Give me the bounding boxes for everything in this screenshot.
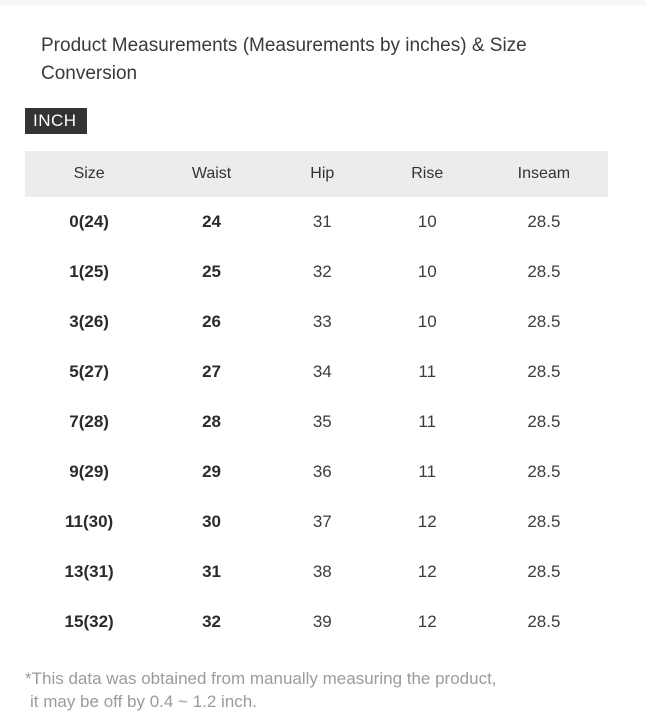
cell-rise: 12: [417, 512, 437, 531]
cell-size: 13(31): [64, 562, 114, 581]
cell-rise: 10: [417, 312, 437, 331]
cell-hip: 39: [312, 612, 332, 631]
cell-rise: 10: [417, 262, 437, 281]
cell-waist: 29: [202, 462, 221, 481]
disclaimer-line-2: it may be off by 0.4 ~ 1.2 inch.: [30, 692, 257, 711]
table-row: [25, 397, 608, 447]
cell-inseam: 28.5: [527, 212, 561, 231]
size-table-body: [25, 197, 608, 647]
cell-size: 15(32): [64, 612, 114, 631]
unit-badge-inch[interactable]: INCH: [25, 108, 87, 134]
cell-hip: 32: [312, 262, 332, 281]
cell-inseam: 28.5: [527, 512, 561, 531]
table-row: [25, 197, 608, 247]
cell-inseam: 28.5: [527, 462, 561, 481]
cell-size: 0(24): [69, 212, 109, 231]
size-table-header-row: [25, 151, 608, 197]
cell-size: 11(30): [65, 512, 114, 531]
cell-hip: 33: [312, 312, 332, 331]
cell-waist: 32: [202, 612, 221, 631]
column-header-rise: Rise: [375, 151, 480, 197]
cell-waist: 25: [202, 262, 221, 281]
cell-size: 9(29): [69, 462, 109, 481]
top-strip: [0, 0, 646, 6]
cell-size: 3(26): [69, 312, 109, 331]
cell-waist: 27: [202, 362, 221, 381]
column-header-inseam: Inseam: [480, 151, 608, 197]
cell-waist: 26: [202, 312, 221, 331]
cell-inseam: 28.5: [527, 562, 561, 581]
cell-hip: 38: [312, 562, 332, 581]
cell-inseam: 28.5: [527, 412, 561, 431]
cell-rise: 11: [418, 362, 437, 381]
cell-inseam: 28.5: [527, 262, 561, 281]
cell-rise: 11: [418, 412, 437, 431]
disclaimer-line-1: *This data was obtained from manually measuring the product,: [25, 669, 497, 688]
column-header-waist: Waist: [153, 151, 270, 197]
cell-rise: 11: [418, 462, 437, 481]
cell-hip: 37: [312, 512, 332, 531]
measurement-disclaimer: [25, 667, 626, 713]
cell-hip: 35: [312, 412, 332, 431]
table-row: [25, 247, 608, 297]
cell-rise: 12: [417, 562, 437, 581]
cell-size: 1(25): [69, 262, 109, 281]
column-header-size: Size: [25, 151, 153, 197]
cell-rise: 12: [417, 612, 437, 631]
cell-waist: 30: [202, 512, 221, 531]
size-conversion-table: [25, 151, 608, 647]
cell-size: 7(28): [69, 412, 109, 431]
page-title: Product Measurements (Measurements by inches) & Size Conversion: [41, 35, 527, 84]
table-row: [25, 297, 608, 347]
column-header-hip: Hip: [270, 151, 375, 197]
cell-size: 5(27): [69, 362, 109, 381]
cell-hip: 31: [312, 212, 332, 231]
cell-rise: 10: [417, 212, 437, 231]
cell-waist: 24: [202, 212, 221, 231]
table-row: [25, 597, 608, 647]
cell-hip: 34: [312, 362, 332, 381]
table-row: [25, 547, 608, 597]
cell-waist: 31: [202, 562, 221, 581]
cell-inseam: 28.5: [527, 612, 561, 631]
cell-waist: 28: [202, 412, 221, 431]
table-row: [25, 447, 608, 497]
cell-hip: 36: [312, 462, 332, 481]
table-row: [25, 497, 608, 547]
cell-inseam: 28.5: [527, 362, 561, 381]
table-row: [25, 347, 608, 397]
cell-inseam: 28.5: [527, 312, 561, 331]
